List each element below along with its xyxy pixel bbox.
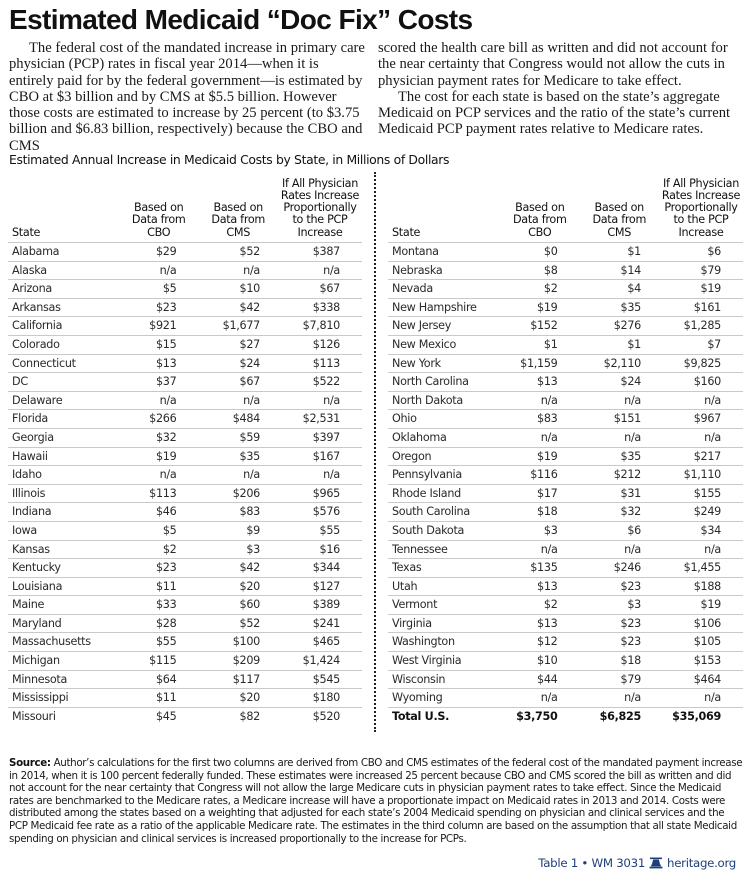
cbo-value-cell: $29 bbox=[101, 243, 199, 262]
column-header-all-physician bbox=[659, 173, 743, 243]
cms-value-cell: $42 bbox=[198, 298, 278, 317]
table-row bbox=[8, 670, 362, 689]
state-table-left bbox=[8, 173, 362, 725]
table-row bbox=[8, 559, 362, 578]
table-row bbox=[8, 280, 362, 299]
table-row bbox=[8, 298, 362, 317]
state-name-cell: Oklahoma bbox=[388, 428, 482, 447]
table-row bbox=[8, 540, 362, 559]
total-row bbox=[388, 707, 743, 725]
table-row bbox=[388, 410, 743, 429]
all-physician-value-cell: $6 bbox=[659, 243, 743, 262]
table-row bbox=[8, 243, 362, 262]
all-physician-value-cell: $1,424 bbox=[278, 652, 362, 671]
all-physician-value-cell: $155 bbox=[659, 484, 743, 503]
state-name-cell: Mississippi bbox=[8, 689, 101, 708]
all-physician-value-cell: $576 bbox=[278, 503, 362, 522]
all-physician-value-cell: $55 bbox=[278, 521, 362, 540]
state-name-cell: New Jersey bbox=[388, 317, 482, 336]
all-physician-value-cell: $965 bbox=[278, 484, 362, 503]
table-row bbox=[8, 466, 362, 485]
cbo-value-cell: $19 bbox=[482, 447, 579, 466]
state-name-cell: Iowa bbox=[8, 521, 101, 540]
cms-value-cell: $9 bbox=[198, 521, 278, 540]
cms-value-cell: n/a bbox=[198, 261, 278, 280]
cbo-value-cell: $266 bbox=[101, 410, 199, 429]
all-physician-value-cell: n/a bbox=[659, 391, 743, 410]
state-name-cell: Illinois bbox=[8, 484, 101, 503]
cbo-value-cell: $13 bbox=[482, 577, 579, 596]
cms-value-cell: $35 bbox=[198, 447, 278, 466]
cms-value-cell: $1 bbox=[580, 335, 659, 354]
all-physician-value-cell: $79 bbox=[659, 261, 743, 280]
cbo-value-cell: $23 bbox=[101, 298, 199, 317]
all-physician-value-cell: $9,825 bbox=[659, 354, 743, 373]
column-header-all-label: If All Physician Rates Increase Proportionally to the PCP Increase bbox=[661, 176, 741, 239]
state-name-cell: Pennsylvania bbox=[388, 466, 482, 485]
cbo-value-cell: n/a bbox=[101, 391, 199, 410]
cms-value-cell: $83 bbox=[198, 503, 278, 522]
column-header-state: State bbox=[392, 225, 421, 239]
cms-value-cell: $52 bbox=[198, 243, 278, 262]
cms-value-cell: $117 bbox=[198, 670, 278, 689]
table-row bbox=[8, 317, 362, 336]
cms-value-cell: $246 bbox=[580, 559, 659, 578]
cms-value-cell: $82 bbox=[239, 709, 260, 723]
all-physician-value-cell: $241 bbox=[278, 614, 362, 633]
cms-value-cell: $24 bbox=[198, 354, 278, 373]
all-physician-value-cell: $967 bbox=[659, 410, 743, 429]
liberty-bell-icon bbox=[649, 857, 663, 869]
table-row bbox=[388, 633, 743, 652]
total-all-cell: $35,069 bbox=[672, 709, 721, 723]
cbo-value-cell: $15 bbox=[101, 335, 199, 354]
cms-value-cell: $20 bbox=[198, 577, 278, 596]
column-header-cms bbox=[580, 173, 659, 243]
intro-right-column bbox=[378, 40, 734, 138]
cbo-value-cell: n/a bbox=[101, 261, 199, 280]
total-cms-cell: $6,825 bbox=[599, 709, 641, 723]
state-name-cell: Wyoming bbox=[388, 689, 482, 708]
state-name-cell: Louisiana bbox=[8, 577, 101, 596]
cms-value-cell: $14 bbox=[580, 261, 659, 280]
intro-paragraph-1-continued: scored the health care bill as written and did not account for the near certainty that Congress would not allow the cuts in physician payment rates for Medicare to take effect. bbox=[378, 40, 728, 89]
state-name-cell: Florida bbox=[8, 410, 101, 429]
all-physician-value-cell: $19 bbox=[659, 280, 743, 299]
cbo-value-cell: $19 bbox=[482, 298, 579, 317]
state-name-cell: Maryland bbox=[8, 614, 101, 633]
cms-value-cell: $206 bbox=[198, 484, 278, 503]
all-physician-value-cell: $217 bbox=[659, 447, 743, 466]
all-physician-value-cell: $520 bbox=[312, 709, 340, 723]
all-physician-value-cell: $1,110 bbox=[659, 466, 743, 485]
source-note bbox=[9, 757, 744, 845]
all-physician-value-cell: $389 bbox=[278, 596, 362, 615]
cbo-value-cell: $46 bbox=[101, 503, 199, 522]
total-label-cell: Total U.S. bbox=[392, 709, 450, 723]
state-name-cell: Tennessee bbox=[388, 540, 482, 559]
cbo-value-cell: $83 bbox=[482, 410, 579, 429]
table-header-row bbox=[8, 173, 362, 243]
state-name-cell: Michigan bbox=[8, 652, 101, 671]
state-table-right bbox=[388, 173, 743, 725]
table-row bbox=[8, 707, 362, 725]
table-row bbox=[8, 447, 362, 466]
state-name-cell: Idaho bbox=[8, 466, 101, 485]
cms-value-cell: $35 bbox=[580, 298, 659, 317]
all-physician-value-cell: $167 bbox=[278, 447, 362, 466]
cbo-value-cell: n/a bbox=[482, 689, 579, 708]
cbo-value-cell: $1 bbox=[482, 335, 579, 354]
cbo-value-cell: $2 bbox=[101, 540, 199, 559]
table-row bbox=[8, 373, 362, 392]
state-name-cell: Massachusetts bbox=[8, 633, 101, 652]
cms-value-cell: $3 bbox=[580, 596, 659, 615]
state-name-cell: Nebraska bbox=[388, 261, 482, 280]
all-physician-value-cell: $465 bbox=[278, 633, 362, 652]
state-name-cell: Texas bbox=[388, 559, 482, 578]
state-name-cell: North Dakota bbox=[388, 391, 482, 410]
table-row bbox=[388, 503, 743, 522]
table-row bbox=[388, 261, 743, 280]
all-physician-value-cell: $1,285 bbox=[659, 317, 743, 336]
table-title: Estimated Annual Increase in Medicaid Costs by State, in Millions of Dollars bbox=[9, 152, 450, 167]
cbo-value-cell: $64 bbox=[101, 670, 199, 689]
table-row bbox=[8, 577, 362, 596]
cbo-value-cell: $45 bbox=[155, 709, 177, 723]
table-row bbox=[8, 633, 362, 652]
column-header-cbo-label: Based on Data from CBO bbox=[512, 201, 567, 239]
column-header-state: State bbox=[12, 225, 41, 239]
cbo-value-cell: $2 bbox=[482, 596, 579, 615]
page-title: Estimated Medicaid “Doc Fix” Costs bbox=[9, 4, 473, 35]
intro-left-column bbox=[9, 40, 365, 154]
table-row bbox=[8, 652, 362, 671]
table-row bbox=[8, 596, 362, 615]
all-physician-value-cell: n/a bbox=[278, 391, 362, 410]
cms-value-cell: $42 bbox=[198, 559, 278, 578]
table-row bbox=[388, 280, 743, 299]
all-physician-value-cell: $387 bbox=[278, 243, 362, 262]
state-name-cell: South Dakota bbox=[388, 521, 482, 540]
cms-value-cell: n/a bbox=[198, 391, 278, 410]
table-row bbox=[8, 428, 362, 447]
all-physician-value-cell: $464 bbox=[659, 670, 743, 689]
cbo-value-cell: $33 bbox=[101, 596, 199, 615]
cbo-value-cell: $116 bbox=[482, 466, 579, 485]
all-physician-value-cell: $106 bbox=[659, 614, 743, 633]
table-header-row bbox=[388, 173, 743, 243]
state-name-cell: Oregon bbox=[388, 447, 482, 466]
table-row bbox=[388, 670, 743, 689]
table-row bbox=[8, 335, 362, 354]
table-row bbox=[8, 391, 362, 410]
table-row bbox=[388, 466, 743, 485]
cms-value-cell: $32 bbox=[580, 503, 659, 522]
state-name-cell: California bbox=[8, 317, 101, 336]
cms-value-cell: $23 bbox=[580, 614, 659, 633]
all-physician-value-cell: $1,455 bbox=[659, 559, 743, 578]
state-name-cell: Indiana bbox=[8, 503, 101, 522]
all-physician-value-cell: n/a bbox=[278, 261, 362, 280]
all-physician-value-cell: $344 bbox=[278, 559, 362, 578]
state-name-cell: DC bbox=[8, 373, 101, 392]
cms-value-cell: n/a bbox=[580, 689, 659, 708]
cms-value-cell: n/a bbox=[580, 391, 659, 410]
cms-value-cell: $10 bbox=[198, 280, 278, 299]
column-header-cms-label: Based on Data from CMS bbox=[592, 201, 647, 239]
table-row bbox=[388, 652, 743, 671]
state-name-cell: Hawaii bbox=[8, 447, 101, 466]
column-divider bbox=[374, 172, 376, 732]
cbo-value-cell: $11 bbox=[101, 689, 199, 708]
cms-value-cell: $6 bbox=[580, 521, 659, 540]
cbo-value-cell: $55 bbox=[101, 633, 199, 652]
state-name-cell: Rhode Island bbox=[388, 484, 482, 503]
column-header-cms-label: Based on Data from CMS bbox=[211, 201, 266, 239]
state-name-cell: Missouri bbox=[12, 709, 56, 723]
column-header-cbo bbox=[482, 173, 579, 243]
cms-value-cell: n/a bbox=[580, 540, 659, 559]
state-name-cell: Ohio bbox=[388, 410, 482, 429]
table-row bbox=[388, 317, 743, 336]
all-physician-value-cell: $16 bbox=[278, 540, 362, 559]
state-name-cell: Delaware bbox=[8, 391, 101, 410]
cms-value-cell: n/a bbox=[580, 428, 659, 447]
cbo-value-cell: $32 bbox=[101, 428, 199, 447]
cms-value-cell: $18 bbox=[580, 652, 659, 671]
cms-value-cell: $23 bbox=[580, 633, 659, 652]
column-header-cbo-label: Based on Data from CBO bbox=[131, 201, 186, 239]
state-name-cell: Kentucky bbox=[8, 559, 101, 578]
table-row bbox=[8, 503, 362, 522]
cbo-value-cell: $115 bbox=[101, 652, 199, 671]
all-physician-value-cell: $153 bbox=[659, 652, 743, 671]
table-row bbox=[8, 410, 362, 429]
cms-value-cell: $2,110 bbox=[580, 354, 659, 373]
cms-value-cell: $27 bbox=[198, 335, 278, 354]
state-name-cell: Alaska bbox=[8, 261, 101, 280]
state-name-cell: North Carolina bbox=[388, 373, 482, 392]
cbo-value-cell: n/a bbox=[482, 540, 579, 559]
cms-value-cell: $484 bbox=[198, 410, 278, 429]
cbo-value-cell: $17 bbox=[482, 484, 579, 503]
cbo-value-cell: $13 bbox=[482, 373, 579, 392]
cbo-value-cell: $5 bbox=[101, 521, 199, 540]
state-name-cell: Arizona bbox=[8, 280, 101, 299]
cms-value-cell: $59 bbox=[198, 428, 278, 447]
intro-paragraph-2: The cost for each state is based on the state’s aggregate Medicaid on PCP services and the ratio of the state’s current Medicaid PCP payment rates relative to Medicare rates. bbox=[378, 88, 731, 138]
table-row bbox=[388, 689, 743, 708]
state-name-cell: Minnesota bbox=[8, 670, 101, 689]
cbo-value-cell: $18 bbox=[482, 503, 579, 522]
cbo-value-cell: $11 bbox=[101, 577, 199, 596]
all-physician-value-cell: $7,810 bbox=[278, 317, 362, 336]
cbo-value-cell: n/a bbox=[482, 428, 579, 447]
state-name-cell: West Virginia bbox=[388, 652, 482, 671]
table-row bbox=[388, 373, 743, 392]
table-row bbox=[388, 335, 743, 354]
all-physician-value-cell: $127 bbox=[278, 577, 362, 596]
cbo-value-cell: $5 bbox=[101, 280, 199, 299]
all-physician-value-cell: $19 bbox=[659, 596, 743, 615]
cbo-value-cell: $44 bbox=[482, 670, 579, 689]
all-physician-value-cell: $188 bbox=[659, 577, 743, 596]
table-row bbox=[388, 354, 743, 373]
state-name-cell: Maine bbox=[8, 596, 101, 615]
table-row bbox=[388, 540, 743, 559]
cbo-value-cell: n/a bbox=[101, 466, 199, 485]
cbo-value-cell: $0 bbox=[482, 243, 579, 262]
cbo-value-cell: $28 bbox=[101, 614, 199, 633]
cms-value-cell: $31 bbox=[580, 484, 659, 503]
table-row bbox=[388, 596, 743, 615]
state-name-cell: Kansas bbox=[8, 540, 101, 559]
all-physician-value-cell: $545 bbox=[278, 670, 362, 689]
all-physician-value-cell: $34 bbox=[659, 521, 743, 540]
cbo-value-cell: $113 bbox=[101, 484, 199, 503]
table-row bbox=[388, 298, 743, 317]
cms-value-cell: $35 bbox=[580, 447, 659, 466]
cbo-value-cell: $23 bbox=[101, 559, 199, 578]
all-physician-value-cell: $522 bbox=[278, 373, 362, 392]
cbo-value-cell: $19 bbox=[101, 447, 199, 466]
intro-paragraph-1: The federal cost of the mandated increase in primary care physician (PCP) rates in fiscal year 2014—when it is entirely paid for by the federal government—is estimated by CBO at $3 billion and by CMS at $5.5 billion. However those costs are estimated to increase by 25 percent (to $3.75 billion and $6.83 billion, respectively) because the CBO and CMS bbox=[9, 40, 365, 154]
column-header-cms bbox=[198, 173, 278, 243]
all-physician-value-cell: n/a bbox=[278, 466, 362, 485]
state-name-cell: New Mexico bbox=[388, 335, 482, 354]
cbo-value-cell: $37 bbox=[101, 373, 199, 392]
state-name-cell: Alabama bbox=[8, 243, 101, 262]
state-name-cell: Arkansas bbox=[8, 298, 101, 317]
all-physician-value-cell: $67 bbox=[278, 280, 362, 299]
all-physician-value-cell: $126 bbox=[278, 335, 362, 354]
cbo-value-cell: $921 bbox=[101, 317, 199, 336]
source-text: Author’s calculations for the first two columns are derived from CBO and CMS estimates of the federal cost of the mandated payment increase in 2014, when it is 100 percent federally funded. These estimates were increased 25 percent because CBO and CMS scored the bill as written and did not account for the near certainty that Congress will not allow the large Medicare cuts in physician payment rates to take effect. Since the Medicaid rates are benchmarked to the Medicare rates, a Medicare increase will have a proportionate impact on Medicaid rates in 2013 and 2014. Costs were distributed among the states based on a weighting that adjusted for each state’s 2004 Medicaid spending on physician and clinical services and the PCP Medicaid fee rate as a ratio of the applicable Medicare rate. The estimates in the third column are based on the assumption that all state Medicaid spending on physician and clinical services is increased proportionally to the increase for PCPs. bbox=[9, 757, 743, 845]
table-row bbox=[388, 614, 743, 633]
cms-value-cell: $20 bbox=[198, 689, 278, 708]
table-row bbox=[8, 614, 362, 633]
table-row bbox=[388, 577, 743, 596]
all-physician-value-cell: $249 bbox=[659, 503, 743, 522]
all-physician-value-cell: n/a bbox=[659, 540, 743, 559]
table-row bbox=[8, 354, 362, 373]
footer-credit bbox=[538, 856, 736, 870]
cms-value-cell: $212 bbox=[580, 466, 659, 485]
cbo-value-cell: $8 bbox=[482, 261, 579, 280]
cms-value-cell: n/a bbox=[198, 466, 278, 485]
cbo-value-cell: $13 bbox=[482, 614, 579, 633]
cbo-value-cell: $1,159 bbox=[482, 354, 579, 373]
table-row bbox=[388, 559, 743, 578]
table-row bbox=[388, 391, 743, 410]
cms-value-cell: $52 bbox=[198, 614, 278, 633]
all-physician-value-cell: $7 bbox=[659, 335, 743, 354]
table-row bbox=[8, 521, 362, 540]
state-name-cell: Connecticut bbox=[8, 354, 101, 373]
cbo-value-cell: $13 bbox=[101, 354, 199, 373]
all-physician-value-cell: n/a bbox=[659, 689, 743, 708]
table-row bbox=[388, 484, 743, 503]
column-header-all-physician bbox=[278, 173, 362, 243]
source-label: Source: bbox=[9, 757, 51, 769]
total-cbo-cell: $3,750 bbox=[516, 709, 558, 723]
column-header-all-label: If All Physician Rates Increase Proportionally to the PCP Increase bbox=[280, 176, 360, 239]
cms-value-cell: $151 bbox=[580, 410, 659, 429]
cbo-value-cell: $2 bbox=[482, 280, 579, 299]
state-name-cell: Montana bbox=[388, 243, 482, 262]
cbo-value-cell: n/a bbox=[482, 391, 579, 410]
state-name-cell: Nevada bbox=[388, 280, 482, 299]
column-header-cbo bbox=[101, 173, 199, 243]
cbo-value-cell: $135 bbox=[482, 559, 579, 578]
cms-value-cell: $209 bbox=[198, 652, 278, 671]
cbo-value-cell: $3 bbox=[482, 521, 579, 540]
all-physician-value-cell: $161 bbox=[659, 298, 743, 317]
all-physician-value-cell: $338 bbox=[278, 298, 362, 317]
state-name-cell: Vermont bbox=[388, 596, 482, 615]
footer-site-link[interactable]: heritage.org bbox=[667, 856, 736, 870]
state-name-cell: Washington bbox=[388, 633, 482, 652]
all-physician-value-cell: $160 bbox=[659, 373, 743, 392]
footer-table-ref: Table 1 • WM 3031 bbox=[538, 856, 646, 870]
cbo-value-cell: $10 bbox=[482, 652, 579, 671]
table-row bbox=[388, 521, 743, 540]
all-physician-value-cell: $397 bbox=[278, 428, 362, 447]
state-name-cell: Georgia bbox=[8, 428, 101, 447]
all-physician-value-cell: $2,531 bbox=[278, 410, 362, 429]
cms-value-cell: $3 bbox=[198, 540, 278, 559]
table-row bbox=[388, 428, 743, 447]
state-name-cell: New Hampshire bbox=[388, 298, 482, 317]
all-physician-value-cell: $113 bbox=[278, 354, 362, 373]
cbo-value-cell: $152 bbox=[482, 317, 579, 336]
cms-value-cell: $1 bbox=[580, 243, 659, 262]
all-physician-value-cell: $180 bbox=[278, 689, 362, 708]
state-name-cell: Wisconsin bbox=[388, 670, 482, 689]
cms-value-cell: $1,677 bbox=[198, 317, 278, 336]
cbo-value-cell: $12 bbox=[482, 633, 579, 652]
cms-value-cell: $276 bbox=[580, 317, 659, 336]
state-name-cell: Virginia bbox=[388, 614, 482, 633]
table-row bbox=[388, 447, 743, 466]
cms-value-cell: $60 bbox=[198, 596, 278, 615]
state-name-cell: Utah bbox=[388, 577, 482, 596]
state-name-cell: Colorado bbox=[8, 335, 101, 354]
table-row bbox=[8, 689, 362, 708]
cms-value-cell: $24 bbox=[580, 373, 659, 392]
state-name-cell: South Carolina bbox=[388, 503, 482, 522]
cms-value-cell: $67 bbox=[198, 373, 278, 392]
cms-value-cell: $100 bbox=[198, 633, 278, 652]
cms-value-cell: $4 bbox=[580, 280, 659, 299]
cms-value-cell: $23 bbox=[580, 577, 659, 596]
table-row bbox=[8, 261, 362, 280]
state-name-cell: New York bbox=[388, 354, 482, 373]
table-row bbox=[388, 243, 743, 262]
cms-value-cell: $79 bbox=[580, 670, 659, 689]
all-physician-value-cell: n/a bbox=[659, 428, 743, 447]
table-row bbox=[8, 484, 362, 503]
all-physician-value-cell: $105 bbox=[659, 633, 743, 652]
